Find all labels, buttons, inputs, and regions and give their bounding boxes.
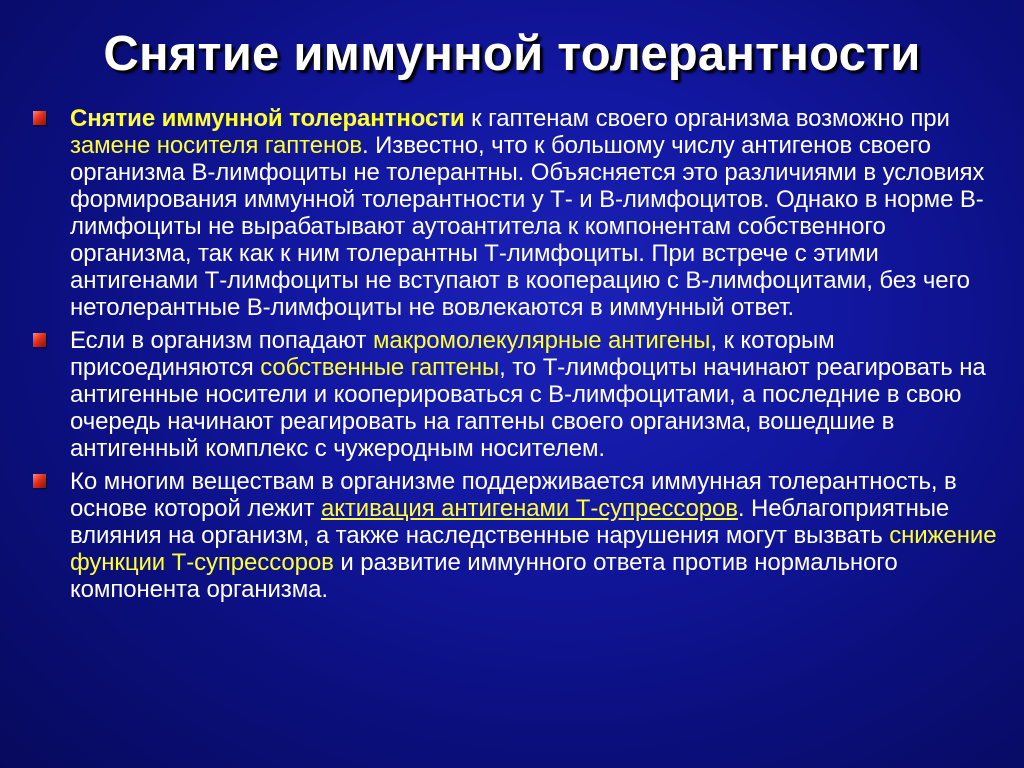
square-bullet-icon [33, 111, 46, 125]
highlighted-term: собственные гаптены [260, 354, 500, 381]
highlighted-link-term: активация антигенами Т-супрессоров [320, 495, 738, 522]
paragraph-text: . Неблагоприятные влияния на организм, а также наследственные нарушения могут вызвать [70, 495, 950, 549]
highlighted-term: макромолекулярные антигены [373, 327, 711, 354]
slide-body [30, 105, 1005, 609]
square-bullet-icon [33, 474, 46, 488]
paragraph-text: к гаптенам своего организма возможно при [464, 105, 950, 132]
slide-title: Снятие иммунной толерантности [103, 27, 921, 81]
paragraph-text: . Известно, что к большому числу антигенов своего организма В-лимфоциты не толерантны. Объясняется это различиями в условиях формирования иммунной толерантности у Т- и В-лимфоцитов. Однако в норме В-лимфоциты не вырабатывают аутоантитела к компонентам собственного организма, так как к ним толерантны Т-лимфоциты. При встрече с этими антигенами Т-лимфоциты не вступают в кооперацию с В-лимфоцитами, без чего нетолерантные В-лимфоциты не вовлекаются в иммунный ответ. [70, 132, 985, 321]
square-bullet-icon [33, 333, 46, 347]
highlighted-term: Снятие иммунной толерантности [70, 105, 465, 132]
bullet-paragraph-2 [30, 327, 1005, 462]
highlighted-term: снижение функции Т-супрессоров [70, 522, 997, 576]
paragraph-text: , то Т-лимфоциты начинают реагировать на антигенные носители и кооперироваться с В-лимфоцитами, а последние в свою очередь начинают реагировать на гаптены своего организма, вошедшие в антигенный комплекс с чужеродным носителем. [70, 354, 986, 462]
paragraph-text: Ко многим веществам в организме поддерживается иммунная толерантность, в основе которой лежит [70, 468, 957, 522]
bullet-paragraph-3 [30, 468, 1005, 603]
highlighted-term: замене носителя гаптенов [70, 132, 363, 159]
paragraph-text: и развитие иммунного ответа против нормального компонента организма. [70, 549, 898, 603]
bullet-paragraph-1 [30, 105, 1005, 321]
paragraph-text: , к которым присоединяются [70, 327, 835, 381]
paragraph-text: Если в организм попадают [70, 327, 374, 354]
